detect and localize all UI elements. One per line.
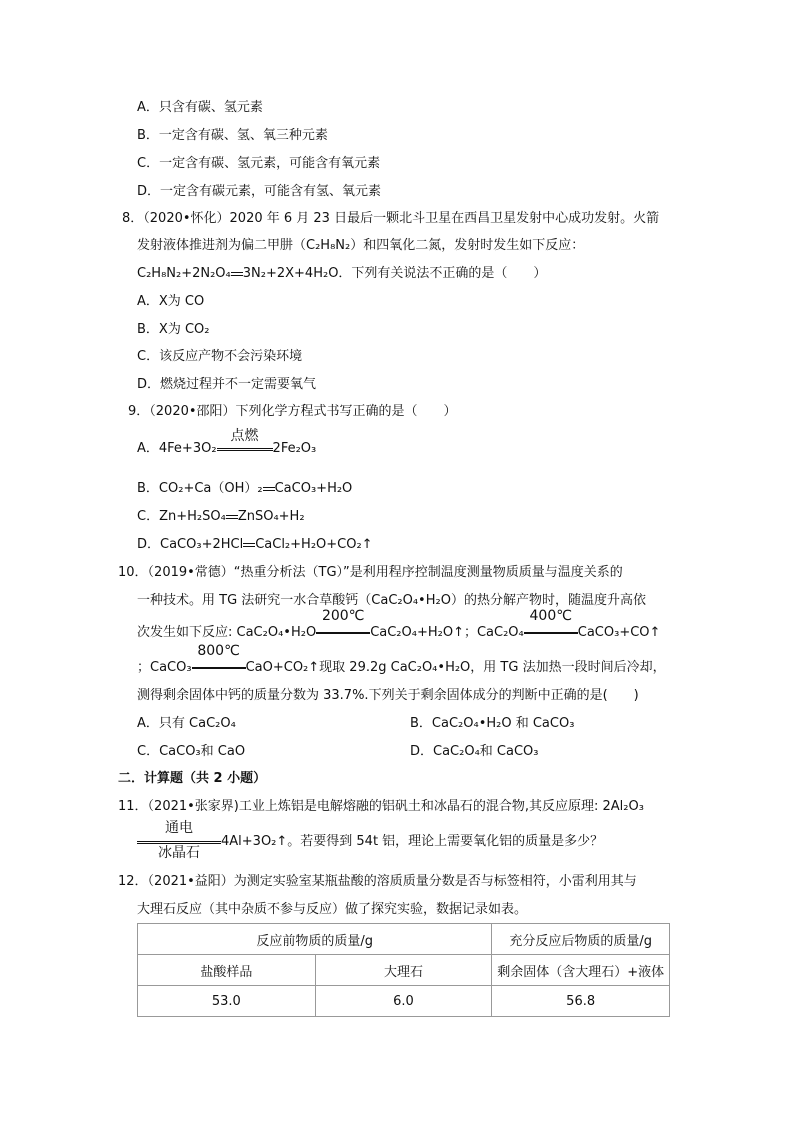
q8-option-d: D．燃烧过程并不一定需要氧气 <box>137 377 317 392</box>
q11-stem-line1: 11．（2021•张家界)工业上炼铝是电解熔融的铝矾土和冰晶石的混合物,其反应原理: 2Al₂O₃ <box>118 799 644 814</box>
q9-c-right: ZnSO₄+H₂ <box>237 509 305 524</box>
equals-sign-icon <box>263 487 275 491</box>
reaction-arrow-icon <box>524 631 578 634</box>
table-header-after: 充分反应后物质的质量/g <box>492 924 670 955</box>
equals-sign-icon <box>243 543 255 547</box>
q10-stem-line5: 测得剩余固体中钙的质量分数为 33.7%.下列关于剩余固体成分的判断中正确的是( ) <box>137 688 639 703</box>
condition-label: 800℃ <box>197 643 240 659</box>
reaction-arrow-icon <box>217 447 273 451</box>
q8-eq-right: 3N₂+2X+4H₂O．下列有关说法不正确的是（ ） <box>242 266 547 281</box>
table-cell: 盐酸样品 <box>138 955 316 986</box>
q9-b-right: CaCO₃+H₂O <box>274 481 353 496</box>
reaction-condition <box>137 820 221 861</box>
reaction-condition <box>192 643 246 675</box>
data-table <box>137 923 670 1017</box>
table-cell: 剩余固体（含大理石）+液体 <box>492 955 670 986</box>
q8-option-b: B．X为 CO₂ <box>137 322 210 337</box>
q8-eq-left: C₂H₈N₂+2N₂O₄ <box>137 266 231 281</box>
q10-line3-a: 次发生如下反应: CaC₂O₄•H₂O <box>137 625 317 640</box>
q9-d-left: D．CaCO₃+2HCl <box>137 537 244 552</box>
condition-label: 200℃ <box>321 608 365 624</box>
q9-stem: 9．（2020•邵阳）下列化学方程式书写正确的是（ ） <box>128 404 457 419</box>
q9-option-c <box>137 505 305 524</box>
reaction-arrow-icon <box>316 631 370 634</box>
q10-line3-b: CaC₂O₄+H₂O↑；CaC₂O₄ <box>370 625 524 640</box>
q9-b-left: B．CO₂+Ca（OH）₂ <box>137 481 263 496</box>
q9-option-d <box>137 533 373 552</box>
q9-option-a <box>137 428 317 456</box>
q9-a-left: A．4Fe+3O₂ <box>137 441 217 456</box>
table-row <box>138 955 670 986</box>
q10-option-c: C．CaCO₃和 CaO <box>137 744 246 759</box>
reaction-condition <box>217 428 273 456</box>
q7-option-c: C．一定含有碳、氢元素，可能含有氧元素 <box>137 156 381 171</box>
q10-stem-line3 <box>137 608 661 640</box>
reaction-condition <box>316 608 370 640</box>
q10-line4-b: CaO+CO₂↑现取 29.2g CaC₂O₄•H₂O，用 TG 法加热一段时间后冷却， <box>245 660 666 675</box>
q8-option-a: A．X为 CO <box>137 294 205 309</box>
condition-label: 400℃ <box>529 608 572 624</box>
q9-a-right: 2Fe₂O₃ <box>272 441 317 456</box>
section-heading: 二．计算题（共 2 小题） <box>118 771 267 786</box>
q11-stem-line2 <box>137 820 604 861</box>
q10-stem-line2: 一种技术。用 TG 法研究一水合草酸钙（CaC₂O₄•H₂O）的热分解产物时，随温度升高依 <box>137 593 646 608</box>
q8-stem-line1: 8．（2020•怀化）2020 年 6 月 23 日最后一颗北斗卫星在西昌卫星发射中心成功发射。火箭 <box>122 211 660 226</box>
table-cell: 6.0 <box>315 986 492 1017</box>
table-cell: 大理石 <box>315 955 492 986</box>
q7-option-a: A．只含有碳、氢元素 <box>137 100 263 115</box>
equals-sign-icon <box>231 272 243 276</box>
q10-option-a: A．只有 CaC₂O₄ <box>137 716 236 731</box>
reaction-condition <box>524 608 578 640</box>
q10-stem-line4 <box>137 643 666 675</box>
q12-stem-line2: 大理石反应（其中杂质不参与反应）做了探究实验，数据记录如表。 <box>137 902 528 917</box>
table-cell: 53.0 <box>138 986 316 1017</box>
q10-line4-a: ；CaCO₃ <box>137 660 192 675</box>
q10-option-d: D．CaC₂O₄和 CaCO₃ <box>410 744 539 759</box>
equals-sign-icon <box>226 515 238 519</box>
q9-c-left: C．Zn+H₂SO₄ <box>137 509 226 524</box>
condition-label-bottom: 冰晶石 <box>158 845 200 861</box>
q9-d-right: CaCl₂+H₂O+CO₂↑ <box>255 537 373 552</box>
q8-option-c: C．该反应产物不会污染环境 <box>137 349 303 364</box>
table-row <box>138 924 670 955</box>
q12-stem-line1: 12．（2021•益阳）为测定实验室某瓶盐酸的溶质质量分数是否与标签相符，小雷利用其与 <box>118 874 637 889</box>
q8-stem-line2: 发射液体推进剂为偏二甲肼（C₂H₈N₂）和四氧化二氮，发射时发生如下反应： <box>137 238 585 253</box>
table-row <box>138 986 670 1017</box>
q10-stem-line1: 10．（2019•常德）“热重分析法（TG）”是利用程序控制温度测量物质质量与温度关系的 <box>118 565 623 580</box>
table-header-before: 反应前物质的质量/g <box>138 924 492 955</box>
condition-label: 点燃 <box>230 428 259 444</box>
q9-option-b <box>137 477 352 496</box>
q11-line2-text: 4Al+3O₂↑。若要得到 54t 铝，理论上需要氧化铝的质量是多少？ <box>221 834 604 849</box>
q10-line3-c: CaCO₃+CO↑ <box>577 625 661 640</box>
q10-option-b: B．CaC₂O₄•H₂O 和 CaCO₃ <box>410 716 575 731</box>
q7-option-d: D．一定含有碳元素，可能含有氢、氧元素 <box>137 184 382 199</box>
q7-option-b: B．一定含有碳、氢、氧三种元素 <box>137 128 328 143</box>
table-cell: 56.8 <box>492 986 670 1017</box>
reaction-arrow-icon <box>192 666 246 669</box>
q8-equation <box>137 262 546 281</box>
condition-label-top: 通电 <box>165 820 193 836</box>
